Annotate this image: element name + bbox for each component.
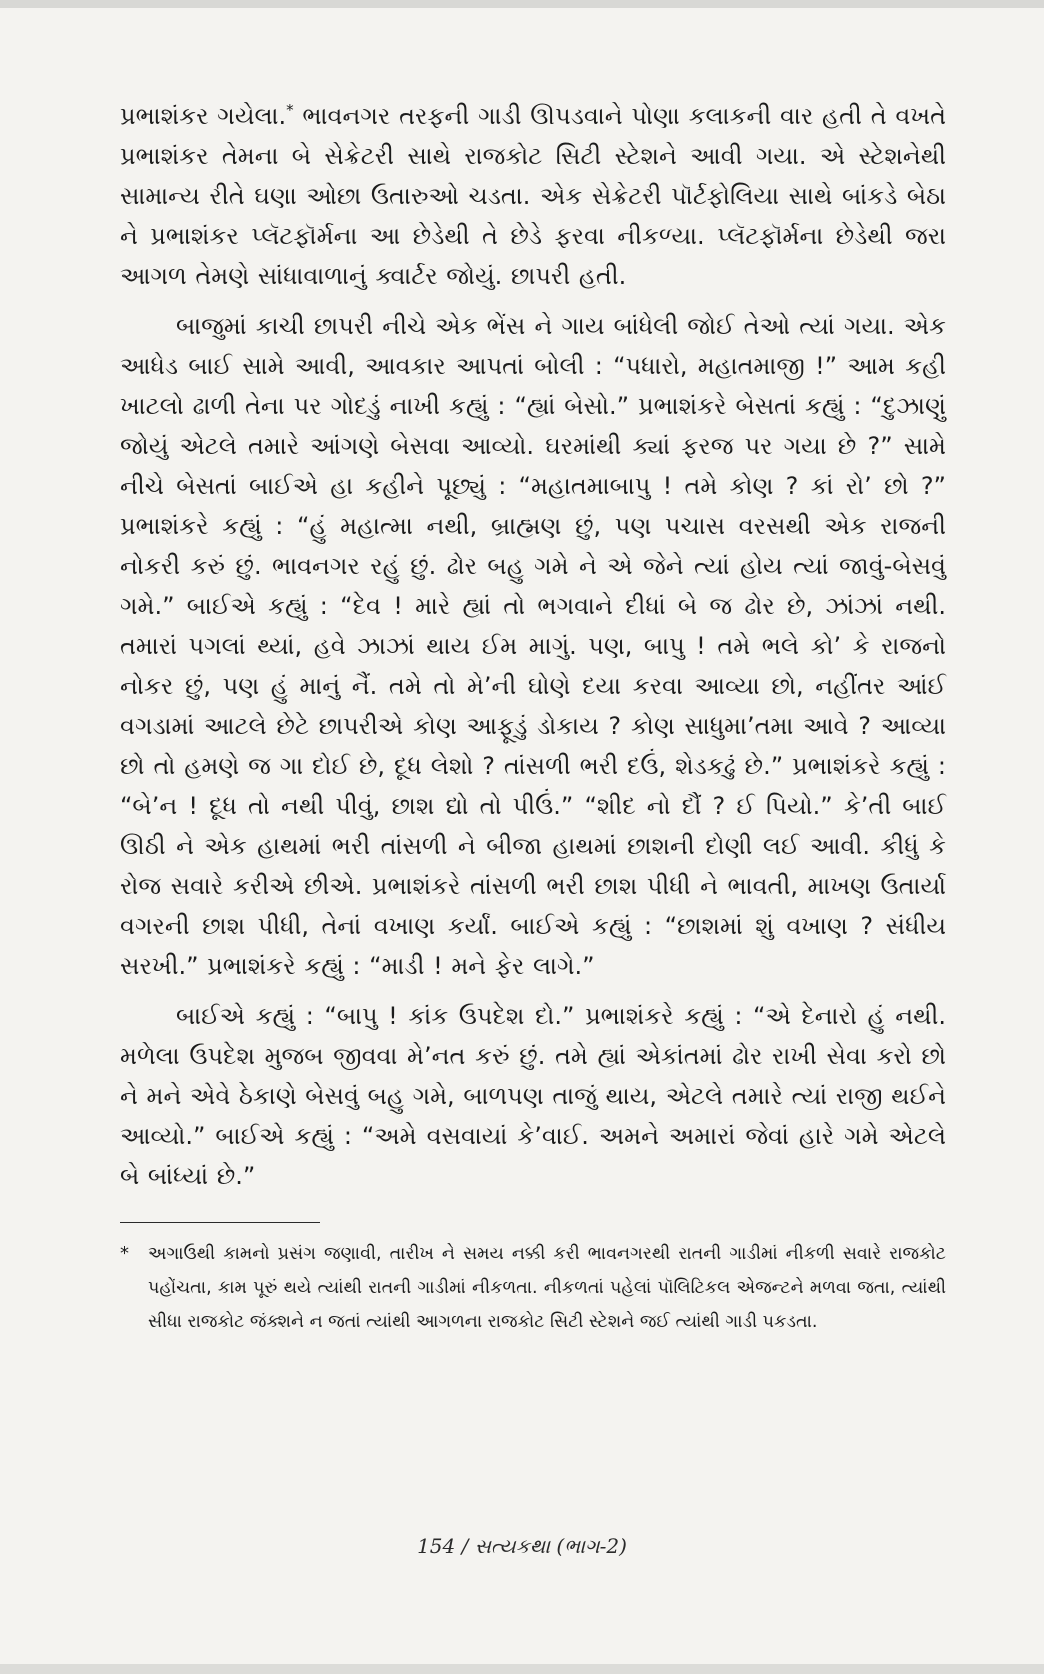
footnote-text: અગાઉથી કામનો પ્રસંગ જણાવી, તારીખ ને સમય નક્કી કરી ભાવનગરથી રાતની ગાડીમાં નીકળી સવારે રાજકોટ પહોંચતા, કામ પૂરું થયે ત્યાંથી રાતની ગાડીમાં નીકળતા. નીકળતાં પહેલાં પૉલિટિકલ એજન્ટને મળવા જતા, ત્યાંથી સીધા રાજકોટ જંક્શને ન જતાં ત્યાંથી આગળના રાજકોટ સિટી સ્ટેશને જઈ ત્યાંથી ગાડી પકડતા.: [148, 1244, 946, 1332]
paragraph-1: [120, 96, 946, 296]
footnote: [120, 1237, 946, 1339]
page-content: [120, 96, 946, 1339]
paragraph-1-lead: પ્રભાશંકર ગયેલા.: [120, 102, 287, 130]
page-top-edge: [0, 0, 1044, 8]
page-number-footer: 154 / સત્યકથા (ભાગ-2): [417, 1534, 627, 1558]
paragraph-1-text: ભાવનગર તરફની ગાડી ઊપડવાને પોણા કલાકની વાર હતી તે વખતે પ્રભાશંકર તેમના બે સેક્રેટરી સાથે રાજકોટ સિટી સ્ટેશને આવી ગયા. એ સ્ટેશનેથી સામાન્ય રીતે ઘણા ઓછા ઉતારુઓ ચડતા. એક સેક્રેટરી પૉર્ટફોલિયા સાથે બાંકડે બેઠા ને પ્રભાશંકર પ્લૅટફૉર્મના આ છેડેથી તે છેડે ફરવા નીકળ્યા. પ્લૅટફૉર્મના છેડેથી જરા આગળ તેમણે સાંધાવાળાનું ક્વાર્ટર જોયું. છાપરી હતી.: [120, 102, 946, 290]
paragraph-2: બાજુમાં કાચી છાપરી નીચે એક ભેંસ ને ગાય બાંધેલી જોઈ તેઓ ત્યાં ગયા. એક આધેડ બાઈ સામે આવી, આવકાર આપતાં બોલી : “પધારો, મહાતમાજી !” આમ કહી ખાટલો ઢાળી તેના પર ગોદડું નાખી કહ્યું : “હ્યાં બેસો.” પ્રભાશંકરે બેસતાં કહ્યું : “દુઝાણું જોયું એટલે તમારે આંગણે બેસવા આવ્યો. ઘરમાંથી ક્યાં ફરજ પર ગયા છે ?” સામે નીચે બેસતાં બાઈએ હા કહીને પૂછ્યું : “મહાતમાબાપુ ! તમે કોણ ? કાં રો’ છો ?” પ્રભાશંકરે કહ્યું : “હું મહાત્મા નથી, બ્રાહ્મણ છું, પણ પચાસ વરસથી એક રાજની નોકરી કરું છું. ભાવનગર રહું છું. ઢોર બહુ ગમે ને એ જેને ત્યાં હોય ત્યાં જાવું-બેસવું ગમે.” બાઈએ કહ્યું : “દેવ ! મારે હ્યાં તો ભગવાને દીધાં બે જ ઢોર છે, ઝાંઝાં નથી. તમારાં પગલાં થ્યાં, હવે ઝાઝાં થાય ઈમ માગું. પણ, બાપુ ! તમે ભલે કો’ કે રાજનો નોકર છું, પણ હું માનું નૈં. તમે તો મે’ની ઘોણે દયા કરવા આવ્યા છો, નહીંતર આંઈ વગડામાં આટલે છેટે છાપરીએ કોણ આફૂડું ડોકાય ? કોણ સાધુમા’તમા આવે ? આવ્યા છો તો હમણે જ ગા દોઈ છે, દૂધ લેશો ? તાંસળી ભરી દઉં, શેડકઢું છે.” પ્રભાશંકરે કહ્યું : “બે’ન ! દૂધ તો નથી પીવું, છાશ દ્યો તો પીઉં.” “શીદ નો દૌં ? ઈ પિયો.” કે’તી બાઈ ઊઠી ને એક હાથમાં ભરી તાંસળી ને બીજા હાથમાં છાશની દોણી લઈ આવી. કીધું કે રોજ સવારે કરીએ છીએ. પ્રભાશંકરે તાંસળી ભરી છાશ પીધી ને ભાવતી, માખણ ઉતાર્યા વગરની છાશ પીધી, તેનાં વખાણ કર્યાં. બાઈએ કહ્યું : “છાશમાં શું વખાણ ? સંધીય સરખી.” પ્રભાશંકરે કહ્યું : “માડી ! મને ફેર લાગે.”: [120, 312, 946, 980]
footnote-divider: [120, 1222, 320, 1223]
page-bottom-edge: [0, 1664, 1044, 1674]
footnote-mark: *: [120, 1243, 129, 1264]
paragraph-3: બાઈએ કહ્યું : “બાપુ ! કાંક ઉપદેશ દો.” પ્રભાશંકરે કહ્યું : “એ દેનારો હું નથી. મળેલા ઉપદેશ મુજબ જીવવા મે’નત કરું છું. તમે હ્યાં એકાંતમાં ઢોર રાખી સેવા કરો છો ને મને એવે ઠેકાણે બેસવું બહુ ગમે, બાળપણ તાજું થાય, એટલે તમારે ત્યાં રાજી થઈને આવ્યો.” બાઈએ કહ્યું : “અમે વસવાયાં કે’વાઈ. અમને અમારાં જેવાં હારે ગમે એટલે બે બાંધ્યાં છે.”: [120, 1002, 946, 1190]
footnote-reference-mark: *: [286, 101, 294, 119]
